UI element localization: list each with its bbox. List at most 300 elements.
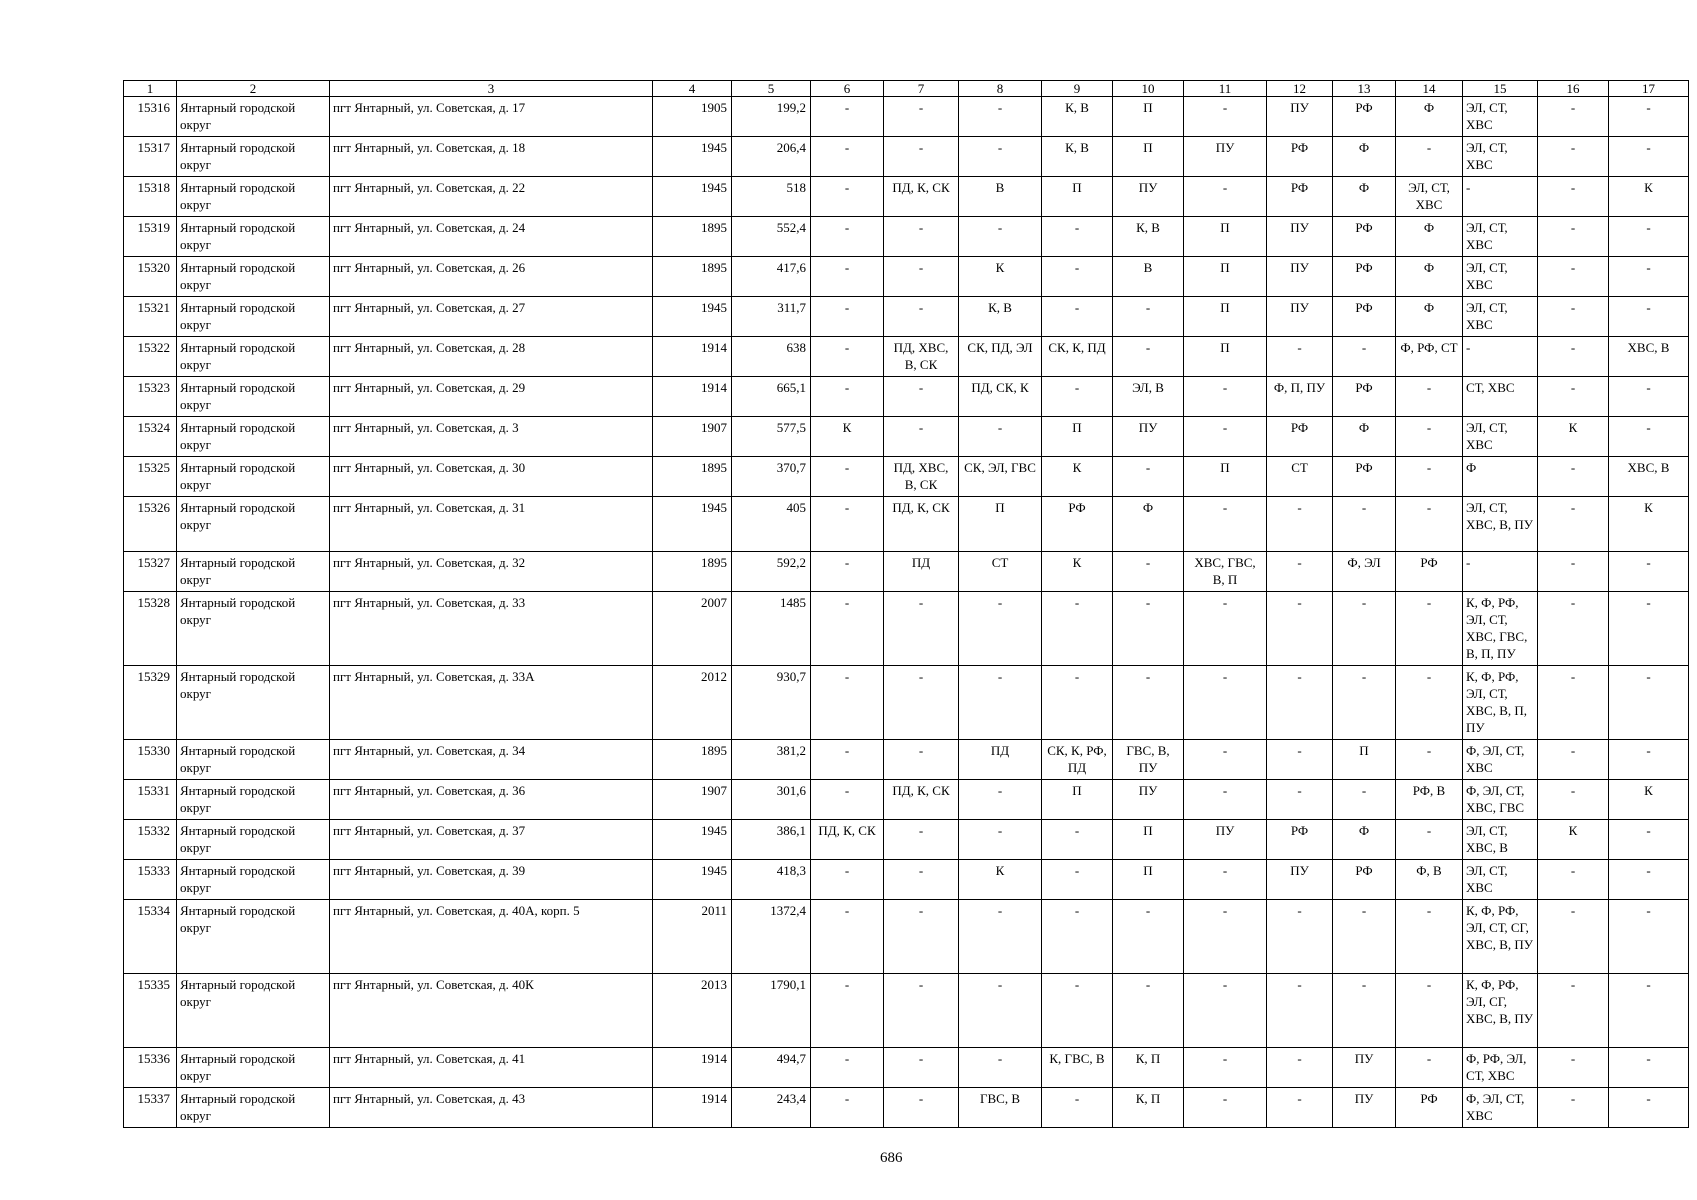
table-cell-col8: К, В — [959, 297, 1042, 337]
table-cell-col5: 199,2 — [732, 97, 811, 137]
table-cell-col15: ЭЛ, СТ, ХВС — [1463, 417, 1538, 457]
table-cell-col10: ПУ — [1113, 177, 1184, 217]
table-cell-col2: Янтарный городской округ — [177, 97, 330, 137]
table-cell-col16: К — [1538, 417, 1609, 457]
table-cell-col5: 518 — [732, 177, 811, 217]
table-cell-col9: СК, К, ПД — [1042, 337, 1113, 377]
table-cell-col4: 1945 — [653, 297, 732, 337]
table-cell-col7: - — [884, 1088, 959, 1128]
table-cell-col9: К, В — [1042, 97, 1113, 137]
table-cell-col7: - — [884, 417, 959, 457]
table-row — [124, 592, 1689, 666]
table-row — [124, 177, 1689, 217]
table-cell-col5: 592,2 — [732, 552, 811, 592]
column-header-13: 13 — [1333, 81, 1396, 97]
table-cell-col8: - — [959, 666, 1042, 740]
table-cell-col6: - — [811, 780, 884, 820]
table-cell-col10: - — [1113, 900, 1184, 974]
table-cell-col6: - — [811, 592, 884, 666]
table-cell-col7: - — [884, 820, 959, 860]
table-cell-col8: - — [959, 417, 1042, 457]
table-cell-col1: 15334 — [124, 900, 177, 974]
table-cell-col9: П — [1042, 177, 1113, 217]
table-cell-col16: - — [1538, 377, 1609, 417]
table-cell-col5: 301,6 — [732, 780, 811, 820]
table-cell-col9: - — [1042, 860, 1113, 900]
table-cell-col5: 243,4 — [732, 1088, 811, 1128]
column-header-16: 16 — [1538, 81, 1609, 97]
table-cell-col9: - — [1042, 974, 1113, 1048]
table-cell-col2: Янтарный городской округ — [177, 780, 330, 820]
table-cell-col6: ПД, К, СК — [811, 820, 884, 860]
table-cell-col13: ПУ — [1333, 1048, 1396, 1088]
table-cell-col4: 1914 — [653, 1088, 732, 1128]
table-cell-col3: пгт Янтарный, ул. Советская, д. 3 — [330, 417, 653, 457]
table-cell-col1: 15318 — [124, 177, 177, 217]
table-cell-col2: Янтарный городской округ — [177, 337, 330, 377]
table-cell-col4: 2011 — [653, 900, 732, 974]
table-cell-col6: - — [811, 497, 884, 552]
table-cell-col1: 15331 — [124, 780, 177, 820]
column-header-9: 9 — [1042, 81, 1113, 97]
table-cell-col9: - — [1042, 297, 1113, 337]
table-cell-col15: ЭЛ, СТ, ХВС — [1463, 860, 1538, 900]
table-cell-col16: - — [1538, 257, 1609, 297]
table-cell-col15: К, Ф, РФ, ЭЛ, СГ, ХВС, В, ПУ — [1463, 974, 1538, 1048]
table-cell-col1: 15336 — [124, 1048, 177, 1088]
table-cell-col7: - — [884, 217, 959, 257]
table-cell-col9: К, ГВС, В — [1042, 1048, 1113, 1088]
table-cell-col6: - — [811, 377, 884, 417]
registry-table — [123, 80, 1689, 1128]
table-cell-col13: ПУ — [1333, 1088, 1396, 1128]
table-cell-col16: - — [1538, 1048, 1609, 1088]
table-cell-col16: - — [1538, 740, 1609, 780]
table-cell-col11: - — [1184, 1048, 1267, 1088]
table-cell-col5: 417,6 — [732, 257, 811, 297]
table-cell-col14: - — [1396, 137, 1463, 177]
table-cell-col9: - — [1042, 666, 1113, 740]
table-cell-col3: пгт Янтарный, ул. Советская, д. 31 — [330, 497, 653, 552]
table-cell-col16: - — [1538, 1088, 1609, 1128]
table-cell-col12: - — [1267, 900, 1333, 974]
table-cell-col5: 381,2 — [732, 740, 811, 780]
table-cell-col6: - — [811, 97, 884, 137]
table-cell-col13: РФ — [1333, 457, 1396, 497]
table-row — [124, 457, 1689, 497]
table-cell-col3: пгт Янтарный, ул. Советская, д. 33 — [330, 592, 653, 666]
table-cell-col1: 15316 — [124, 97, 177, 137]
table-cell-col11: - — [1184, 900, 1267, 974]
table-cell-col16: - — [1538, 217, 1609, 257]
table-cell-col2: Янтарный городской округ — [177, 1048, 330, 1088]
table-cell-col7: ПД, ХВС, В, СК — [884, 457, 959, 497]
table-cell-col15: - — [1463, 552, 1538, 592]
table-cell-col14: - — [1396, 592, 1463, 666]
table-cell-col5: 206,4 — [732, 137, 811, 177]
table-cell-col17: - — [1609, 860, 1689, 900]
table-row — [124, 97, 1689, 137]
column-header-3: 3 — [330, 81, 653, 97]
table-cell-col5: 1790,1 — [732, 974, 811, 1048]
table-cell-col11: - — [1184, 97, 1267, 137]
table-row — [124, 137, 1689, 177]
table-cell-col14: Ф — [1396, 97, 1463, 137]
table-row — [124, 337, 1689, 377]
table-cell-col12: Ф, П, ПУ — [1267, 377, 1333, 417]
table-cell-col7: - — [884, 740, 959, 780]
table-cell-col8: - — [959, 217, 1042, 257]
table-cell-col9: - — [1042, 377, 1113, 417]
table-cell-col12: ПУ — [1267, 257, 1333, 297]
table-cell-col3: пгт Янтарный, ул. Советская, д. 37 — [330, 820, 653, 860]
table-cell-col7: ПД — [884, 552, 959, 592]
table-cell-col3: пгт Янтарный, ул. Советская, д. 32 — [330, 552, 653, 592]
table-body — [124, 97, 1689, 1128]
table-cell-col1: 15322 — [124, 337, 177, 377]
table-cell-col13: - — [1333, 337, 1396, 377]
table-cell-col17: ХВС, В — [1609, 337, 1689, 377]
table-cell-col1: 15335 — [124, 974, 177, 1048]
table-row — [124, 1088, 1689, 1128]
table-cell-col12: - — [1267, 666, 1333, 740]
table-cell-col17: - — [1609, 137, 1689, 177]
table-cell-col3: пгт Янтарный, ул. Советская, д. 18 — [330, 137, 653, 177]
table-cell-col11: - — [1184, 1088, 1267, 1128]
table-cell-col10: - — [1113, 297, 1184, 337]
table-cell-col3: пгт Янтарный, ул. Советская, д. 30 — [330, 457, 653, 497]
table-cell-col9: К — [1042, 552, 1113, 592]
table-cell-col5: 665,1 — [732, 377, 811, 417]
table-cell-col2: Янтарный городской округ — [177, 666, 330, 740]
table-cell-col15: Ф, ЭЛ, СТ, ХВС, ГВС — [1463, 780, 1538, 820]
table-cell-col12: - — [1267, 1048, 1333, 1088]
table-cell-col14: - — [1396, 377, 1463, 417]
table-cell-col2: Янтарный городской округ — [177, 417, 330, 457]
table-cell-col16: - — [1538, 552, 1609, 592]
column-header-7: 7 — [884, 81, 959, 97]
table-cell-col15: - — [1463, 337, 1538, 377]
table-cell-col8: - — [959, 820, 1042, 860]
table-cell-col6: - — [811, 860, 884, 900]
table-cell-col11: ПУ — [1184, 820, 1267, 860]
table-cell-col9: К — [1042, 457, 1113, 497]
table-cell-col6: - — [811, 217, 884, 257]
table-cell-col1: 15333 — [124, 860, 177, 900]
table-cell-col11: П — [1184, 297, 1267, 337]
table-cell-col15: ЭЛ, СТ, ХВС — [1463, 217, 1538, 257]
table-cell-col4: 1914 — [653, 1048, 732, 1088]
table-cell-col9: - — [1042, 217, 1113, 257]
table-cell-col4: 1945 — [653, 137, 732, 177]
table-cell-col12: ПУ — [1267, 297, 1333, 337]
table-cell-col16: - — [1538, 860, 1609, 900]
table-cell-col5: 930,7 — [732, 666, 811, 740]
table-cell-col3: пгт Янтарный, ул. Советская, д. 22 — [330, 177, 653, 217]
table-cell-col13: Ф — [1333, 177, 1396, 217]
table-cell-col1: 15321 — [124, 297, 177, 337]
header-row — [124, 81, 1689, 97]
table-cell-col4: 1945 — [653, 497, 732, 552]
column-header-2: 2 — [177, 81, 330, 97]
table-cell-col13: П — [1333, 740, 1396, 780]
table-cell-col8: СТ — [959, 552, 1042, 592]
table-cell-col2: Янтарный городской округ — [177, 217, 330, 257]
table-cell-col10: ГВС, В, ПУ — [1113, 740, 1184, 780]
table-cell-col8: К — [959, 860, 1042, 900]
table-cell-col7: ПД, К, СК — [884, 780, 959, 820]
table-cell-col13: - — [1333, 497, 1396, 552]
table-cell-col10: ПУ — [1113, 780, 1184, 820]
table-cell-col5: 370,7 — [732, 457, 811, 497]
table-cell-col7: - — [884, 900, 959, 974]
table-cell-col6: - — [811, 974, 884, 1048]
table-cell-col3: пгт Янтарный, ул. Советская, д. 40А, корп. 5 — [330, 900, 653, 974]
table-cell-col16: - — [1538, 457, 1609, 497]
table-cell-col8: - — [959, 900, 1042, 974]
table-cell-col4: 1914 — [653, 377, 732, 417]
table-cell-col4: 1945 — [653, 177, 732, 217]
table-cell-col6: К — [811, 417, 884, 457]
table-row — [124, 552, 1689, 592]
table-cell-col8: П — [959, 497, 1042, 552]
table-cell-col3: пгт Янтарный, ул. Советская, д. 28 — [330, 337, 653, 377]
table-cell-col15: ЭЛ, СТ, ХВС, В, ПУ — [1463, 497, 1538, 552]
column-header-8: 8 — [959, 81, 1042, 97]
table-cell-col14: - — [1396, 417, 1463, 457]
table-cell-col1: 15329 — [124, 666, 177, 740]
table-cell-col12: - — [1267, 592, 1333, 666]
table-cell-col15: К, Ф, РФ, ЭЛ, СТ, ХВС, В, П, ПУ — [1463, 666, 1538, 740]
table-cell-col9: - — [1042, 1088, 1113, 1128]
table-row — [124, 257, 1689, 297]
table-cell-col14: - — [1396, 1048, 1463, 1088]
table-cell-col13: - — [1333, 592, 1396, 666]
table-cell-col6: - — [811, 337, 884, 377]
table-cell-col16: К — [1538, 820, 1609, 860]
table-cell-col11: - — [1184, 666, 1267, 740]
table-cell-col6: - — [811, 457, 884, 497]
table-cell-col2: Янтарный городской округ — [177, 552, 330, 592]
column-header-11: 11 — [1184, 81, 1267, 97]
table-cell-col15: К, Ф, РФ, ЭЛ, СТ, ХВС, ГВС, В, П, ПУ — [1463, 592, 1538, 666]
table-cell-col8: - — [959, 1048, 1042, 1088]
table-cell-col6: - — [811, 666, 884, 740]
table-cell-col11: П — [1184, 457, 1267, 497]
table-cell-col6: - — [811, 137, 884, 177]
table-cell-col7: - — [884, 592, 959, 666]
table-cell-col15: ЭЛ, СТ, ХВС, В — [1463, 820, 1538, 860]
table-cell-col13: - — [1333, 666, 1396, 740]
table-cell-col4: 1895 — [653, 217, 732, 257]
table-row — [124, 217, 1689, 257]
table-cell-col7: ПД, К, СК — [884, 497, 959, 552]
table-cell-col17: - — [1609, 740, 1689, 780]
table-cell-col2: Янтарный городской округ — [177, 457, 330, 497]
table-cell-col13: РФ — [1333, 257, 1396, 297]
table-cell-col16: - — [1538, 666, 1609, 740]
table-cell-col13: Ф — [1333, 417, 1396, 457]
table-cell-col12: - — [1267, 780, 1333, 820]
table-cell-col10: ПУ — [1113, 417, 1184, 457]
table-cell-col13: РФ — [1333, 297, 1396, 337]
table-cell-col13: - — [1333, 780, 1396, 820]
table-cell-col2: Янтарный городской округ — [177, 257, 330, 297]
table-row — [124, 1048, 1689, 1088]
table-cell-col5: 552,4 — [732, 217, 811, 257]
table-cell-col10: Ф — [1113, 497, 1184, 552]
table-cell-col5: 494,7 — [732, 1048, 811, 1088]
table-cell-col12: РФ — [1267, 137, 1333, 177]
table-cell-col9: - — [1042, 820, 1113, 860]
table-cell-col4: 1907 — [653, 780, 732, 820]
table-cell-col11: - — [1184, 177, 1267, 217]
table-cell-col2: Янтарный городской округ — [177, 974, 330, 1048]
table-cell-col10: П — [1113, 860, 1184, 900]
table-cell-col10: К, В — [1113, 217, 1184, 257]
table-cell-col8: В — [959, 177, 1042, 217]
column-header-12: 12 — [1267, 81, 1333, 97]
table-cell-col4: 1907 — [653, 417, 732, 457]
table-cell-col17: - — [1609, 1088, 1689, 1128]
column-header-14: 14 — [1396, 81, 1463, 97]
table-cell-col14: - — [1396, 497, 1463, 552]
table-cell-col11: П — [1184, 337, 1267, 377]
table-cell-col15: - — [1463, 177, 1538, 217]
table-cell-col17: - — [1609, 820, 1689, 860]
table-cell-col11: П — [1184, 257, 1267, 297]
table-cell-col15: Ф, ЭЛ, СТ, ХВС — [1463, 740, 1538, 780]
column-header-10: 10 — [1113, 81, 1184, 97]
table-cell-col8: ПД, СК, К — [959, 377, 1042, 417]
table-cell-col16: - — [1538, 974, 1609, 1048]
table-cell-col3: пгт Янтарный, ул. Советская, д. 39 — [330, 860, 653, 900]
table-cell-col4: 1945 — [653, 820, 732, 860]
table-cell-col2: Янтарный городской округ — [177, 297, 330, 337]
table-row — [124, 377, 1689, 417]
table-cell-col16: - — [1538, 592, 1609, 666]
table-cell-col2: Янтарный городской округ — [177, 900, 330, 974]
table-cell-col1: 15326 — [124, 497, 177, 552]
table-cell-col11: ХВС, ГВС, В, П — [1184, 552, 1267, 592]
table-cell-col2: Янтарный городской округ — [177, 740, 330, 780]
table-cell-col12: СТ — [1267, 457, 1333, 497]
table-cell-col17: - — [1609, 257, 1689, 297]
table-cell-col6: - — [811, 900, 884, 974]
table-cell-col12: РФ — [1267, 820, 1333, 860]
table-cell-col6: - — [811, 740, 884, 780]
table-cell-col9: П — [1042, 780, 1113, 820]
table-cell-col10: - — [1113, 552, 1184, 592]
table-cell-col12: ПУ — [1267, 97, 1333, 137]
table-cell-col7: ПД, ХВС, В, СК — [884, 337, 959, 377]
table-row — [124, 740, 1689, 780]
table-cell-col15: Ф, ЭЛ, СТ, ХВС — [1463, 1088, 1538, 1128]
table-cell-col17: К — [1609, 780, 1689, 820]
table-cell-col7: - — [884, 1048, 959, 1088]
table-cell-col9: - — [1042, 900, 1113, 974]
table-cell-col13: Ф — [1333, 820, 1396, 860]
table-cell-col5: 1372,4 — [732, 900, 811, 974]
table-cell-col10: - — [1113, 974, 1184, 1048]
table-cell-col12: - — [1267, 740, 1333, 780]
table-cell-col1: 15337 — [124, 1088, 177, 1128]
table-cell-col16: - — [1538, 297, 1609, 337]
table-cell-col17: К — [1609, 177, 1689, 217]
table-cell-col8: - — [959, 97, 1042, 137]
table-cell-col13: РФ — [1333, 217, 1396, 257]
table-cell-col17: - — [1609, 1048, 1689, 1088]
table-cell-col14: РФ — [1396, 1088, 1463, 1128]
table-cell-col4: 1945 — [653, 860, 732, 900]
column-header-5: 5 — [732, 81, 811, 97]
table-cell-col9: К, В — [1042, 137, 1113, 177]
table-cell-col7: - — [884, 860, 959, 900]
table-cell-col15: ЭЛ, СТ, ХВС — [1463, 137, 1538, 177]
column-header-15: 15 — [1463, 81, 1538, 97]
table-cell-col14: - — [1396, 457, 1463, 497]
table-cell-col14: - — [1396, 820, 1463, 860]
table-cell-col17: - — [1609, 297, 1689, 337]
table-cell-col8: - — [959, 592, 1042, 666]
table-cell-col15: К, Ф, РФ, ЭЛ, СТ, СГ, ХВС, В, ПУ — [1463, 900, 1538, 974]
table-cell-col4: 2012 — [653, 666, 732, 740]
table-cell-col1: 15319 — [124, 217, 177, 257]
table-cell-col17: - — [1609, 417, 1689, 457]
table-cell-col13: РФ — [1333, 97, 1396, 137]
table-cell-col11: - — [1184, 740, 1267, 780]
table-cell-col6: - — [811, 552, 884, 592]
table-cell-col6: - — [811, 177, 884, 217]
table-cell-col1: 15332 — [124, 820, 177, 860]
table-cell-col1: 15320 — [124, 257, 177, 297]
table-row — [124, 417, 1689, 457]
table-cell-col14: Ф — [1396, 217, 1463, 257]
table-cell-col14: Ф, В — [1396, 860, 1463, 900]
table-row — [124, 974, 1689, 1048]
table-row — [124, 820, 1689, 860]
table-cell-col9: СК, К, РФ, ПД — [1042, 740, 1113, 780]
table-cell-col11: - — [1184, 860, 1267, 900]
table-cell-col17: - — [1609, 666, 1689, 740]
table-cell-col5: 386,1 — [732, 820, 811, 860]
table-cell-col12: РФ — [1267, 417, 1333, 457]
table-cell-col11: - — [1184, 497, 1267, 552]
table-cell-col11: - — [1184, 592, 1267, 666]
table-cell-col6: - — [811, 257, 884, 297]
table-cell-col4: 1905 — [653, 97, 732, 137]
table-cell-col10: К, П — [1113, 1088, 1184, 1128]
table-cell-col17: - — [1609, 900, 1689, 974]
table-cell-col2: Янтарный городской округ — [177, 820, 330, 860]
table-cell-col10: - — [1113, 337, 1184, 377]
table-cell-col13: Ф — [1333, 137, 1396, 177]
table-cell-col14: - — [1396, 666, 1463, 740]
table-cell-col7: - — [884, 666, 959, 740]
table-cell-col5: 577,5 — [732, 417, 811, 457]
table-cell-col16: - — [1538, 900, 1609, 974]
table-cell-col3: пгт Янтарный, ул. Советская, д. 43 — [330, 1088, 653, 1128]
table-cell-col17: - — [1609, 592, 1689, 666]
table-cell-col4: 1895 — [653, 740, 732, 780]
table-cell-col10: П — [1113, 820, 1184, 860]
table-cell-col2: Янтарный городской округ — [177, 497, 330, 552]
table-cell-col16: - — [1538, 780, 1609, 820]
column-header-17: 17 — [1609, 81, 1689, 97]
table-cell-col10: - — [1113, 592, 1184, 666]
table-cell-col13: РФ — [1333, 860, 1396, 900]
table-cell-col10: К, П — [1113, 1048, 1184, 1088]
